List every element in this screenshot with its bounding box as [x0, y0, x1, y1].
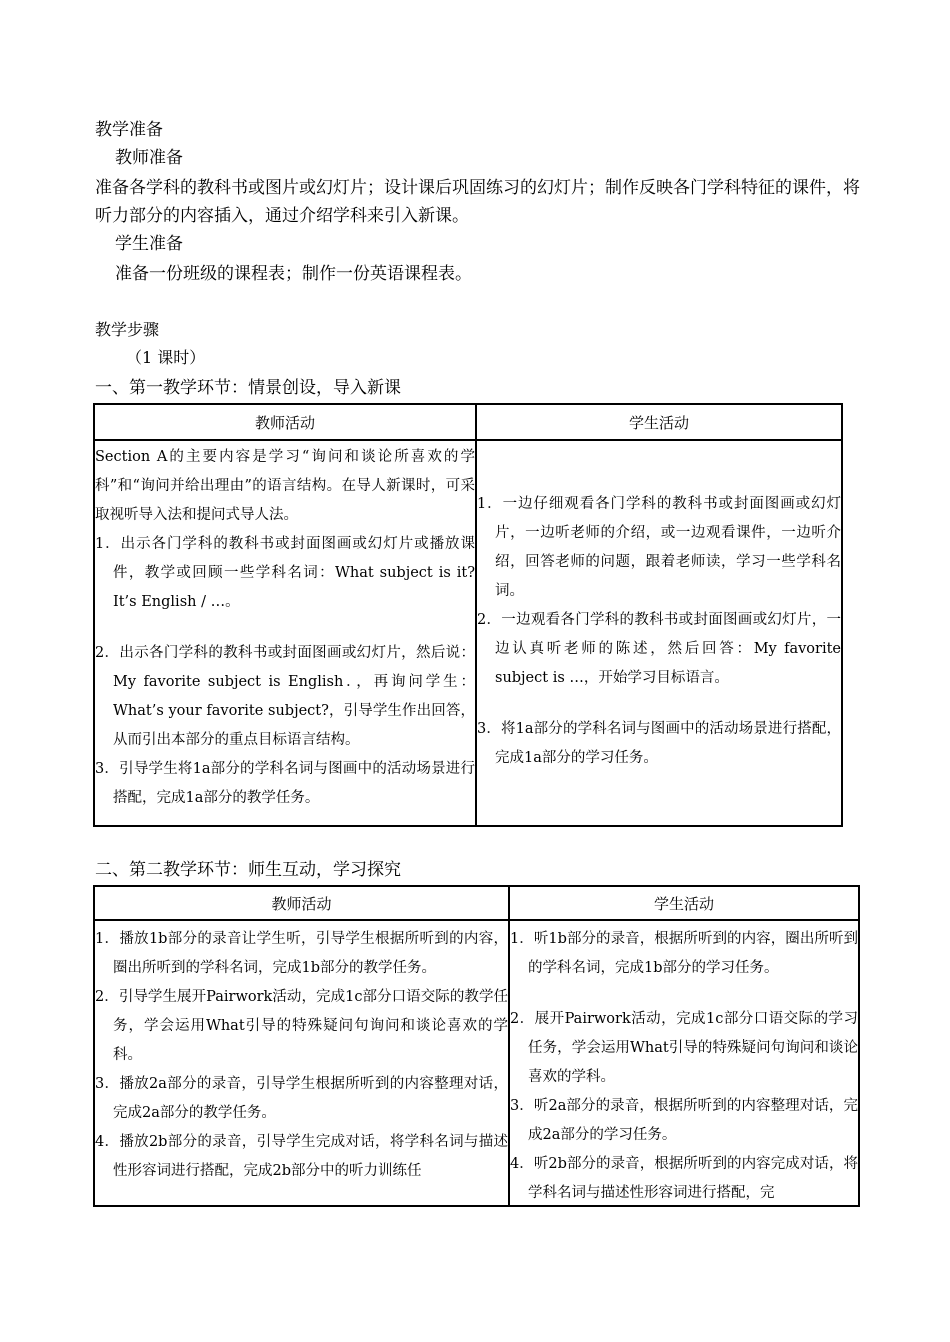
section1-col-student: 学生活动	[476, 404, 842, 440]
section1-student-item: 2．一边观看各门学科的教科书或封面图画或幻灯片，一边认真听老师的陈述，然后回答：My favorite subject is …，开始学习目标语言。	[477, 611, 841, 686]
section1-teacher-item: 3．引导学生将1a部分的学科名词与图画中的活动场景进行搭配，完成1a部分的教学任务。	[95, 761, 475, 806]
student-prep-heading: 学生准备	[115, 234, 183, 254]
student-prep-text: 准备一份班级的课程表；制作一份英语课程表。	[115, 264, 472, 284]
section2-teacher-item: 2．引导学生展开Pairwork活动，完成1c部分口语交际的教学任务，学会运用What引导的特殊疑问句询问和谈论喜欢的学科。	[95, 989, 508, 1063]
section2-teacher-item: 1．播放1b部分的录音让学生听，引导学生根据所听到的内容，圈出所听到的学科名词，完成1b部分的教学任务。	[95, 931, 508, 976]
section2-student-item: 1．听1b部分的录音，根据所听到的内容，圈出所听到的学科名词，完成1b部分的学习任务。	[510, 931, 858, 976]
section1-student-item: 1．一边仔细观看各门学科的教科书或封面图画或幻灯片，一边听老师的介绍，或一边观看课件，一边听介绍，回答老师的问题，跟着老师读，学习一些学科名词。	[477, 495, 841, 599]
section1-student-item: 3．将1a部分的学科名词与图画中的活动场景进行搭配，完成1a部分的学习任务。	[477, 720, 841, 766]
period-label: （1 课时）	[126, 348, 206, 367]
section2-teacher-item: 4．播放2b部分的录音，引导学生完成对话，将学科名词与描述性形容词进行搭配，完成2b部分中的听力训练任	[95, 1134, 508, 1179]
section1-col-teacher: 教师活动	[94, 404, 476, 440]
teacher-prep-text: 准备各学科的教科书或图片或幻灯片；设计课后巩固练习的幻灯片；制作反映各门学科特征的课件，将听力部分的内容插入，通过介绍学科来引入新课。	[95, 178, 860, 226]
section1-teacher-item: 2．出示各门学科的教科书或封面图画或幻灯片，然后说：My favorite subject is English．，再询问学生：What’s your favorite subject?，引导学生作出回答，从而引出本部分的重点目标语言结构。	[95, 645, 475, 748]
section2-col-student: 学生活动	[509, 886, 859, 920]
section1-title: 一、第一教学环节：情景创设，导入新课	[95, 378, 401, 398]
prep-title: 教学准备	[95, 120, 163, 140]
section1-teacher-cell	[94, 440, 476, 826]
section2-title: 二、第二教学环节：师生互动，学习探究	[95, 860, 401, 880]
section1-table	[93, 403, 843, 827]
teacher-prep-heading: 教师准备	[115, 148, 183, 168]
section2-student-item: 4．听2b部分的录音，根据所听到的内容完成对话，将学科名词与描述性形容词进行搭配，完	[510, 1156, 858, 1201]
section2-student-item: 3．听2a部分的录音，根据所听到的内容整理对话，完成2a部分的学习任务。	[510, 1098, 858, 1143]
section2-col-teacher: 教师活动	[94, 886, 509, 920]
section2-teacher-cell	[94, 920, 509, 1206]
section1-student-cell	[476, 440, 842, 826]
section2-student-cell	[509, 920, 859, 1206]
section2-student-item: 2．展开Pairwork活动，完成1c部分口语交际的学习任务，学会运用What引导的特殊疑问句询问和谈论喜欢的学科。	[510, 1011, 858, 1085]
section2-table	[93, 885, 860, 1207]
steps-title: 教学步骤	[95, 320, 160, 339]
section1-teacher-item: 1．出示各门学科的教科书或封面图画或幻灯片或播放课件，教学或回顾一些学科名词：What subject is it? It’s English / …。	[95, 536, 475, 610]
section2-teacher-item: 3．播放2a部分的录音，引导学生根据所听到的内容整理对话，完成2a部分的教学任务。	[95, 1076, 508, 1121]
section1-teacher-intro: Section A的主要内容是学习“询问和谈论所喜欢的学科”和“询问并给出理由”的语言结构。在导人新课时，可采取视听导入法和提问式导人法。	[95, 449, 475, 523]
